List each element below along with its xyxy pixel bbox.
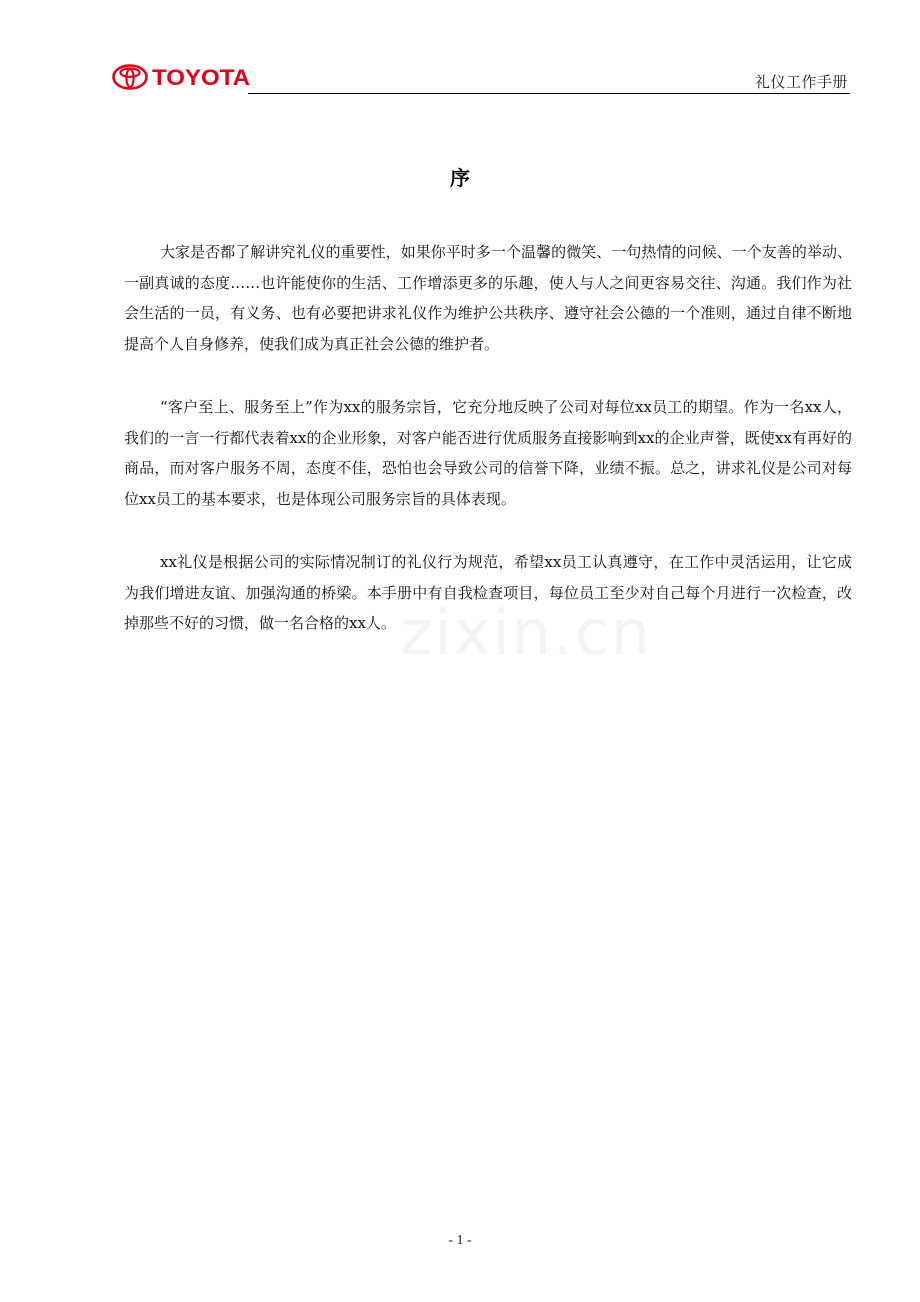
manual-title: 礼仪工作手册 (754, 73, 848, 91)
header-divider (248, 93, 850, 94)
paragraph-1: 大家是否都了解讲究礼仪的重要性，如果你平时多一个温馨的微笑、一句热情的问候、一个友善的举动、一副真诚的态度……也许能使你的生活、工作增添更多的乐趣，使人与人之间更容易交往、沟通。我们作为社会生活的一员，有义务、也有必要把讲求礼仪作为维护公共秩序、遵守社会公德的一个准则，通过自律不断地提高个人自身修养，使我们成为真正社会公德的维护者。 (124, 243, 852, 353)
toyota-wordmark (152, 63, 252, 91)
paragraph-2: “客户至上、服务至上”作为xx的服务宗旨，它充分地反映了公司对每位xx员工的期望。作为一名xx人，我们的一言一行都代表着xx的企业形象，对客户能否进行优质服务直接影响到xx的企业声誉，既使xx有再好的商品，而对客户服务不周，态度不佳，恐怕也会导致公司的信誉下降，业绩不振。总之，讲求礼仪是公司对每位xx员工的基本要求，也是体现公司服务宗旨的具体表现。 (124, 398, 852, 508)
svg-text:zixin.cn: zixin.cn (400, 596, 653, 669)
page-title: 序 (450, 166, 470, 190)
page-number: - 1 - (448, 1233, 472, 1248)
paragraph-3: xx礼仪是根据公司的实际情况制订的礼仪行为规范，希望xx员工认真遵守，在工作中灵活运用，让它成为我们增进友谊、加强沟通的桥梁。本手册中有自我检查项目，每位员工至少对自己每个月进行一次检查，改掉那些不好的习惯，做一名合格的xx人。 (124, 553, 852, 632)
toyota-emblem-icon (112, 64, 148, 90)
document-body (124, 237, 852, 639)
toyota-logo (112, 62, 251, 92)
svg-text:TOYOTA: TOYOTA (152, 65, 251, 90)
page-header (112, 62, 850, 96)
